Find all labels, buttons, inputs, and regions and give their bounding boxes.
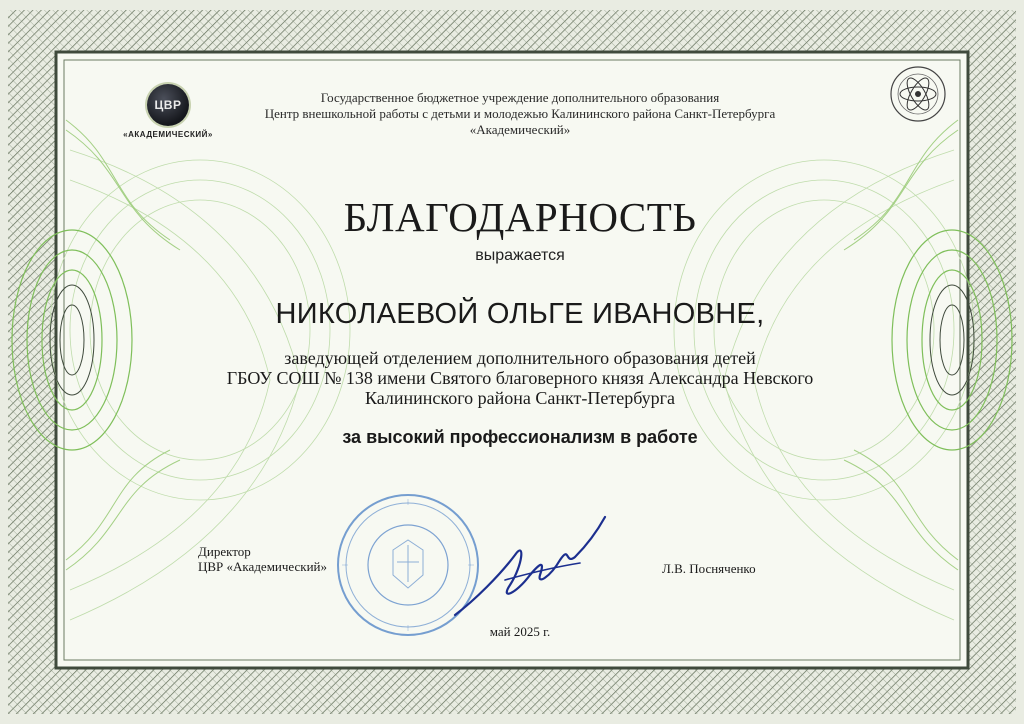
logo-caption: «АКАДЕМИЧЕСКИЙ» bbox=[123, 130, 213, 139]
position-line-3: Калининского района Санкт-Петербурга bbox=[364, 388, 676, 408]
header-line-1: Государственное бюджетное учреждение дополнительного образования bbox=[320, 90, 720, 105]
certificate-title: БЛАГОДАРНОСТЬ bbox=[343, 194, 697, 240]
position-line-1: заведующей отделением дополнительного образования детей bbox=[284, 348, 756, 368]
header-line-3: «Академический» bbox=[469, 122, 571, 137]
emblem-icon bbox=[888, 64, 948, 124]
organization-header bbox=[210, 90, 830, 138]
organization-logo bbox=[118, 76, 218, 139]
signatory-name: Л.В. Посняченко bbox=[662, 561, 756, 576]
recipient-position bbox=[170, 348, 870, 408]
handwritten-signature bbox=[445, 505, 615, 625]
issue-date: май 2025 г. bbox=[489, 624, 551, 639]
certificate-subtitle: выражается bbox=[475, 247, 565, 264]
position-line-2: ГБОУ СОШ № 138 имени Святого благоверного князя Александра Невского bbox=[226, 368, 814, 388]
logo-abbreviation: ЦВР bbox=[147, 84, 189, 126]
recipient-name: НИКОЛАЕВОЙ ОЛЬГЕ ИВАНОВНЕ, bbox=[275, 298, 765, 330]
merit-text: за высокий профессионализм в работе bbox=[342, 427, 698, 447]
signatory-role bbox=[198, 544, 327, 574]
signatory-role-line-2: ЦВР «Академический» bbox=[198, 559, 328, 574]
header-line-2: Центр внешкольной работы с детьми и молодежью Калининского района Санкт-Петербурга bbox=[264, 106, 776, 121]
signatory-role-line-1: Директор bbox=[198, 544, 251, 559]
